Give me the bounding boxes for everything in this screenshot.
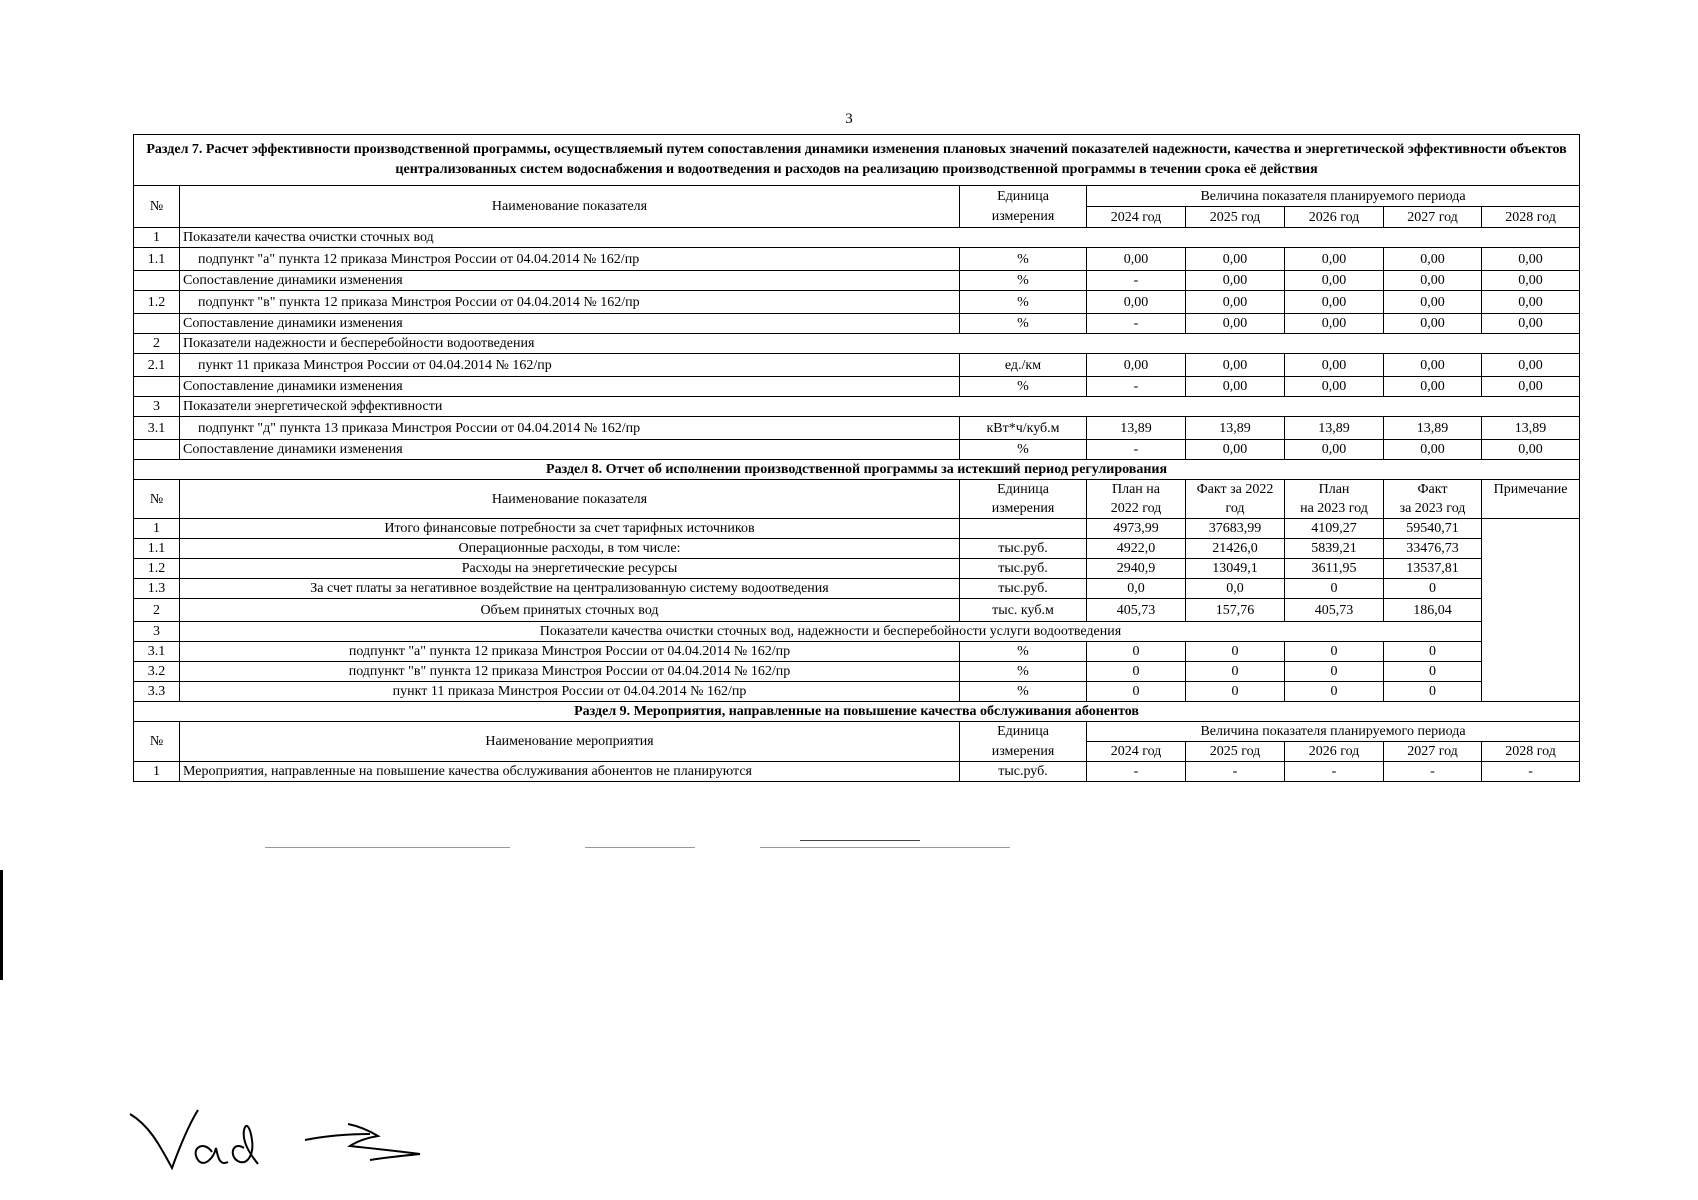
table-row: [134, 291, 1580, 314]
header-unit-line2: измерения: [960, 742, 1087, 762]
row-name: пункт 11 приказа Минстроя России от 04.04.2014 № 162/пр: [180, 354, 960, 377]
row-no: 1: [134, 762, 180, 782]
section8-title: Раздел 8. Отчет об исполнении производственной программы за истекший период регулирования: [134, 460, 1580, 480]
row-value: 0,00: [1285, 291, 1384, 314]
row-value: 13,89: [1285, 417, 1384, 440]
row-name: пункт 11 приказа Минстроя России от 04.04.2014 № 162/пр: [180, 682, 960, 702]
row-value: 5839,21: [1285, 539, 1384, 559]
row-unit: [960, 519, 1087, 539]
row-value: -: [1482, 762, 1580, 782]
table-row: [134, 642, 1580, 662]
row-name: Сопоставление динамики изменения: [180, 314, 960, 334]
row-value: 0: [1384, 682, 1482, 702]
table-row: [134, 314, 1580, 334]
header-no: №: [134, 186, 180, 228]
row-value: 0: [1285, 642, 1384, 662]
header-year: 2027 год: [1384, 742, 1482, 762]
handwritten-signature: [120, 1096, 440, 1176]
row-value: 0: [1186, 662, 1285, 682]
table-row: [134, 762, 1580, 782]
header-unit-line1: Единица: [960, 722, 1087, 742]
table-row: [134, 248, 1580, 271]
row-name: подпункт "а" пункта 12 приказа Минстроя России от 04.04.2014 № 162/пр: [180, 248, 960, 271]
header-period: Величина показателя планируемого периода: [1087, 186, 1580, 207]
header-year: 2026 год: [1285, 207, 1384, 228]
row-value: 3611,95: [1285, 559, 1384, 579]
row-value: -: [1285, 762, 1384, 782]
document-table-sheet: [133, 134, 1579, 782]
row-value: 13537,81: [1384, 559, 1482, 579]
scan-artifact-line: [265, 847, 510, 848]
header-no: №: [134, 722, 180, 762]
row-value: 0,0: [1087, 579, 1186, 599]
row-value: -: [1087, 762, 1186, 782]
row-value: -: [1186, 762, 1285, 782]
row-no: 3.3: [134, 682, 180, 702]
row-value: 13,89: [1384, 417, 1482, 440]
row-no: 3.1: [134, 417, 180, 440]
row-name: Сопоставление динамики изменения: [180, 271, 960, 291]
header-fact-2023-line2: за 2023 год: [1384, 499, 1482, 519]
row-value: 186,04: [1384, 599, 1482, 622]
row-value: 0,00: [1384, 314, 1482, 334]
row-value: -: [1087, 314, 1186, 334]
header-year: 2024 год: [1087, 207, 1186, 228]
row-no: [134, 377, 180, 397]
table-row: [134, 228, 1580, 248]
table-row: [134, 682, 1580, 702]
row-value: 59540,71: [1384, 519, 1482, 539]
table-row: [134, 539, 1580, 559]
row-unit: %: [960, 271, 1087, 291]
header-no: №: [134, 480, 180, 519]
scan-artifact-line: [760, 847, 1010, 848]
row-value: 0: [1384, 579, 1482, 599]
row-unit: ед./км: [960, 354, 1087, 377]
header-note-blank: [1482, 499, 1580, 519]
row-unit: %: [960, 377, 1087, 397]
section8-header-row-1: [134, 480, 1580, 500]
header-unit-line2: измерения: [960, 499, 1087, 519]
header-unit-line1: Единица: [960, 186, 1087, 207]
row-value: 0: [1285, 662, 1384, 682]
row-unit: тыс.руб.: [960, 579, 1087, 599]
row-value: 0,00: [1186, 377, 1285, 397]
row-no: [134, 271, 180, 291]
row-no: 3.1: [134, 642, 180, 662]
row-value: 0: [1186, 682, 1285, 702]
row-value: 0,00: [1285, 377, 1384, 397]
table-row: [134, 559, 1580, 579]
header-unit-line1: Единица: [960, 480, 1087, 500]
row-name: Итого финансовые потребности за счет тарифных источников: [180, 519, 960, 539]
row-value: 0,00: [1384, 271, 1482, 291]
row-value: 13,89: [1186, 417, 1285, 440]
row-value: 0: [1384, 662, 1482, 682]
row-value: 0: [1087, 682, 1186, 702]
row-no: 1.2: [134, 559, 180, 579]
row-unit: %: [960, 642, 1087, 662]
row-value: 4109,27: [1285, 519, 1384, 539]
row-no: 3.2: [134, 662, 180, 682]
row-value: 4922,0: [1087, 539, 1186, 559]
row-value: 0,00: [1087, 248, 1186, 271]
row-name: Операционные расходы, в том числе:: [180, 539, 960, 559]
row-value: 0: [1186, 642, 1285, 662]
table-row: [134, 397, 1580, 417]
row-unit: кВт*ч/куб.м: [960, 417, 1087, 440]
row-value: 33476,73: [1384, 539, 1482, 559]
row-value: 0,00: [1186, 314, 1285, 334]
header-year: 2027 год: [1384, 207, 1482, 228]
section8-title-row: [134, 460, 1580, 480]
row-value: 0: [1384, 642, 1482, 662]
header-unit-line2: измерения: [960, 207, 1087, 228]
row-unit: %: [960, 248, 1087, 271]
header-name: Наименование показателя: [180, 480, 960, 519]
row-value: 0: [1087, 642, 1186, 662]
scan-artifact-line: [585, 847, 695, 848]
header-year: 2028 год: [1482, 742, 1580, 762]
table-row: [134, 271, 1580, 291]
row-no: 2: [134, 599, 180, 622]
row-name: подпункт "в" пункта 12 приказа Минстроя России от 04.04.2014 № 162/пр: [180, 662, 960, 682]
section9-header-row-1: [134, 722, 1580, 742]
row-value: 0,00: [1186, 291, 1285, 314]
scan-artifact-line: [800, 840, 920, 841]
row-unit: %: [960, 662, 1087, 682]
row-name: Сопоставление динамики изменения: [180, 377, 960, 397]
row-no: 1: [134, 519, 180, 539]
row-value: 0,00: [1087, 291, 1186, 314]
row-value: 0: [1285, 579, 1384, 599]
row-value: 0: [1285, 682, 1384, 702]
header-year: 2025 год: [1186, 207, 1285, 228]
row-value: 0,00: [1186, 354, 1285, 377]
header-fact-2022-line1: Факт за 2022: [1186, 480, 1285, 500]
header-fact-2022-line2: год: [1186, 499, 1285, 519]
header-year: 2026 год: [1285, 742, 1384, 762]
row-value: 0,00: [1186, 440, 1285, 460]
table-row: [134, 377, 1580, 397]
row-unit: %: [960, 291, 1087, 314]
header-note: Примечание: [1482, 480, 1580, 500]
row-name: подпункт "в" пункта 12 приказа Минстроя России от 04.04.2014 № 162/пр: [180, 291, 960, 314]
row-value: -: [1087, 271, 1186, 291]
row-value: 37683,99: [1186, 519, 1285, 539]
row-no: 3: [134, 622, 180, 642]
group-name: Показатели энергетической эффективности: [180, 397, 1580, 417]
row-no: 3: [134, 397, 180, 417]
row-value: 0,00: [1482, 248, 1580, 271]
row-value: 0,00: [1384, 248, 1482, 271]
row-unit: %: [960, 314, 1087, 334]
row-name: подпункт "д" пункта 13 приказа Минстроя России от 04.04.2014 № 162/пр: [180, 417, 960, 440]
row-value: -: [1384, 762, 1482, 782]
row-value: 405,73: [1087, 599, 1186, 622]
group-name: Показатели надежности и бесперебойности водоотведения: [180, 334, 1580, 354]
group-name: Показатели качества очистки сточных вод: [180, 228, 1580, 248]
row-value: 0,00: [1482, 314, 1580, 334]
row-value: 0,00: [1384, 440, 1482, 460]
row-no: 1.3: [134, 579, 180, 599]
row-name: За счет платы за негативное воздействие на централизованную систему водоотведения: [180, 579, 960, 599]
header-year: 2024 год: [1087, 742, 1186, 762]
row-unit: тыс.руб.: [960, 539, 1087, 559]
header-plan-2022-line2: 2022 год: [1087, 499, 1186, 519]
section7-header-row-1: [134, 186, 1580, 207]
row-unit: %: [960, 440, 1087, 460]
row-value: 0,00: [1384, 354, 1482, 377]
row-unit: тыс.руб.: [960, 762, 1087, 782]
note-cell: [1482, 519, 1580, 702]
row-no: 1.1: [134, 539, 180, 559]
row-value: 0,00: [1384, 377, 1482, 397]
row-value: -: [1087, 440, 1186, 460]
row-value: 0,00: [1186, 271, 1285, 291]
row-no: [134, 440, 180, 460]
row-value: 157,76: [1186, 599, 1285, 622]
header-year: 2028 год: [1482, 207, 1580, 228]
row-no: [134, 314, 180, 334]
row-value: 405,73: [1285, 599, 1384, 622]
table-row: [134, 354, 1580, 377]
row-no: 1: [134, 228, 180, 248]
row-value: 0,00: [1087, 354, 1186, 377]
row-value: 0,00: [1482, 291, 1580, 314]
group-name: Показатели качества очистки сточных вод, надежности и бесперебойности услуги водоотведения: [180, 622, 1482, 642]
row-name: Объем принятых сточных вод: [180, 599, 960, 622]
margin-mark: [0, 870, 3, 980]
row-value: 0,00: [1482, 440, 1580, 460]
table-row: [134, 440, 1580, 460]
table-row: [134, 662, 1580, 682]
row-no: 1.2: [134, 291, 180, 314]
row-name: подпункт "а" пункта 12 приказа Минстроя России от 04.04.2014 № 162/пр: [180, 642, 960, 662]
row-no: 2.1: [134, 354, 180, 377]
row-value: 13,89: [1087, 417, 1186, 440]
row-value: 0,00: [1285, 271, 1384, 291]
report-table: [133, 134, 1580, 782]
row-value: 0,0: [1186, 579, 1285, 599]
header-plan-2023-line2: на 2023 год: [1285, 499, 1384, 519]
row-value: 21426,0: [1186, 539, 1285, 559]
row-value: 0,00: [1186, 248, 1285, 271]
row-value: -: [1087, 377, 1186, 397]
row-value: 0,00: [1482, 271, 1580, 291]
table-row: [134, 334, 1580, 354]
row-value: 13,89: [1482, 417, 1580, 440]
row-name: Расходы на энергетические ресурсы: [180, 559, 960, 579]
section9-title-row: [134, 702, 1580, 722]
row-value: 0,00: [1285, 354, 1384, 377]
row-name: Сопоставление динамики изменения: [180, 440, 960, 460]
row-value: 0,00: [1482, 354, 1580, 377]
section9-title: Раздел 9. Мероприятия, направленные на повышение качества обслуживания абонентов: [134, 702, 1580, 722]
section7-title-row: [134, 135, 1580, 186]
row-unit: тыс.руб.: [960, 559, 1087, 579]
row-value: 0,00: [1482, 377, 1580, 397]
row-value: 2940,9: [1087, 559, 1186, 579]
header-fact-2023-line1: Факт: [1384, 480, 1482, 500]
header-period: Величина показателя планируемого периода: [1087, 722, 1580, 742]
row-value: 4973,99: [1087, 519, 1186, 539]
table-row: [134, 579, 1580, 599]
row-value: 0,00: [1285, 440, 1384, 460]
row-value: 13049,1: [1186, 559, 1285, 579]
header-name: Наименование показателя: [180, 186, 960, 228]
header-plan-2022-line1: План на: [1087, 480, 1186, 500]
section7-title: Раздел 7. Расчет эффективности производственной программы, осуществляемый путем сопоставления динамики изменения плановых значений показателей надежности, качества и энергетической эффективности объектов централизованных систем водоснабжения и водоотведения и расходов на реализацию производственной программы в течении срока её действия: [134, 135, 1580, 186]
header-year: 2025 год: [1186, 742, 1285, 762]
row-no: 2: [134, 334, 180, 354]
row-value: 0,00: [1285, 314, 1384, 334]
page-number: 3: [845, 111, 853, 127]
row-value: 0,00: [1285, 248, 1384, 271]
row-name: Мероприятия, направленные на повышение качества обслуживания абонентов не планируются: [180, 762, 960, 782]
row-no: 1.1: [134, 248, 180, 271]
table-row: [134, 417, 1580, 440]
row-value: 0: [1087, 662, 1186, 682]
table-row: [134, 599, 1580, 622]
row-value: 0,00: [1384, 291, 1482, 314]
table-row: [134, 622, 1580, 642]
header-name: Наименование мероприятия: [180, 722, 960, 762]
header-plan-2023-line1: План: [1285, 480, 1384, 500]
row-unit: тыс. куб.м: [960, 599, 1087, 622]
table-row: [134, 519, 1580, 539]
row-unit: %: [960, 682, 1087, 702]
